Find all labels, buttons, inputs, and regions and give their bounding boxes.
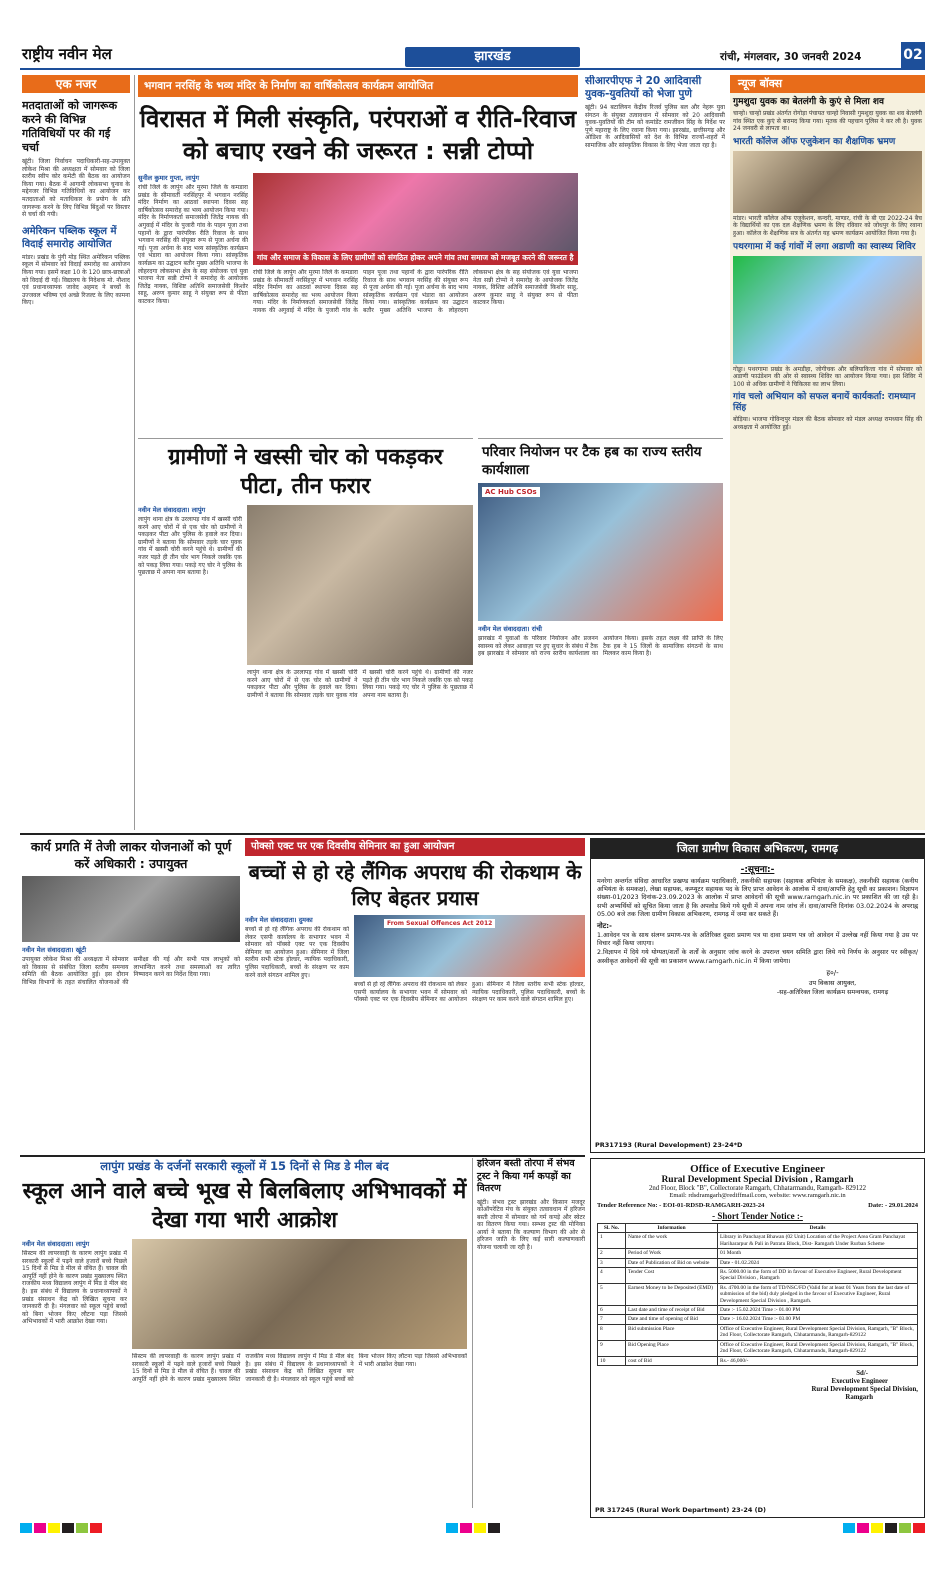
tender-table-cell: 6 [598,1306,626,1315]
seminar-story [245,838,585,1148]
page-number: 02 [901,42,925,68]
crpf-headline: सीआरपीएफ ने 20 आदिवासी युवक-युवतियों को भेजा पुणे [585,75,702,100]
tender-table-cell: Date - 01.02.2024 [718,1258,918,1267]
color-swatches-left [20,1523,102,1533]
tender-table-cell: Date :- 16.02.2024 Time :- 03.00 PM [718,1315,918,1324]
tender-division: Rural Development Special Division , Ramgarh [661,1175,854,1185]
tender-table-cell: Bid Opening Place [626,1340,718,1356]
tender-table-cell: 3 [598,1258,626,1267]
harijan-headline: हरिजन बस्ती तोरपा में संभव ट्रस्ट ने किया गर्म कपड़ों का वितरण [477,1158,575,1194]
section-divider [20,833,925,835]
news-item-title: भारती कॉलेज ऑफ एजुकेशन का शैक्षणिक भ्रमण [733,136,896,147]
dateline: रांची, मंगलवार, 30 जनवरी 2024 [720,51,862,63]
fp-body: झारखंड में युवाओं के परिवार नियोजन और प्रजनन स्वास्थ्य को लेकर आवाज़ा पर हुए सुधार के संबंध में टैक हब झारखंड ने सोमवार को राज्य स्तरीय कार्यशाला का आयोजन किया। इसके तहत लक्ष्य की प्राप्ति के लिए टैक हब ने 15 जिलों के सामाजिक संगठनों के साथ मिलकर काम किया है। [478,635,723,658]
color-swatches-mid [446,1523,500,1533]
mdm-body: सिस्टम की लापरवाही के कारण लापुंग प्रखंड में सरकारी स्कूलों में पढ़ने वाले हजारों बच्चे पिछले 15 दिनों से मिड डे मील से वंचित हैं। चावल की आपूर्ति नहीं होने के कारण प्रखंड मुख्यालय स्थित राजकीय मध्य विद्यालय लापुंग में मिड डे मील बंद है। इस संबंध में विद्यालय के प्रधानाध्यापकों ने प्रखंड संसाधन केंद्र को लिखित सूचना कर जानकारी दी है। मंगलवार को स्कूल पहुंचे बच्चों को बिना भोजन किए लौटना पड़ा जिससे अभिभावकों में भारी आक्रोश देखा गया। [22,1250,127,1326]
notice-note: 2.विज्ञापन में दिये गये योग्यता/शर्तों के शर्तों के अनुसार जांच करने के उपरान्त चयन समिति द्वारा लिये गये निर्णय के अनुसार पर स्वीकृत/अस्वीकृत आवेदनों की सूची का प्रकाशन www.ramgarh.nic.in में किया जायेगा। [597,949,918,965]
notice-title: जिला ग्रामीण विकास अभिकरण, रामगढ़ [591,839,924,859]
lead-byline: सुनील कुमार गुप्ता, लापुंग [138,174,200,182]
color-swatches-right [843,1523,925,1533]
crpf-story [585,75,725,440]
tender-table-cell: Date and time of opening of Bid [626,1315,718,1324]
tender-table-cell: Earnest Money to be Deposited (EMD) [626,1283,718,1305]
tender-table-row [598,1306,918,1315]
tender-sign-place: Ramgarh [845,1393,873,1401]
tender-email: Email: rdsdramgarh@rediffmail.com, website: www.ramgarh.nic.in [669,1192,846,1199]
masthead [20,40,925,70]
tender-table-cell: Library in Panchayat Bhawan (02 Unit) Location of the Project Area Gram Panchayat Harihararpur & Pali in Patratu Block, Dist- Ramgarh Under Rurban Scheme [718,1233,918,1249]
tender-table-cell: Period of Work [626,1249,718,1258]
tender-table-header [598,1224,918,1233]
section-label: झारखंड [405,47,580,67]
news-item-body: बोड़िया। भाजपा गोविन्दपुर मंडल की बैठक सोमवार को मंडल अध्यक्ष रामध्यान सिंह की अध्यक्षता में आयोजित हुई। [733,416,922,431]
lead-photo [253,173,578,265]
news-item-title: गांव चलो अभियान को सफल बनायें कार्यकर्ता: रामध्यान सिंह [733,392,916,414]
brief-title: मतदाताओं को जागरूक करने की विभिन्न गतिविधियों पर की गई चर्चा [22,99,118,154]
news-item-body: चान्हो। चान्हो प्रखंड अंतर्गत रोगाेड़ा पंचायत चान्हो निवासी गुमशुदा युवक का शव बेतलंगी गांव स्थित एक कुएं से बरामद किया गया। मृतक की पहचान पुलिस ने कर ली है। युवक 24 जनवरी से लापता था। [733,110,922,133]
left-column [22,75,130,830]
tender-table-cell: Office of Executive Engineer, Rural Development Special Division, Ramgarh, "B" Block, 2nd Floor, Collectorate Ramgarh, Chhatarmandu, Ramgarh-829122 [718,1324,918,1340]
family-planning-story [478,438,723,830]
news-photo [733,256,922,364]
thief-headline: ग्रामीणों ने खस्सी चोर को पकड़कर पीटा, तीन फरार [168,445,443,499]
tender-col-header: Details [718,1224,918,1233]
thief-photo [247,505,473,665]
seminar-photo-banner: From Sexual Offences Act 2012 [384,919,495,928]
tender-table-row [598,1283,918,1305]
tender-table-cell: 9 [598,1340,626,1356]
tender-date: Date: - 29.01.2024 [868,1202,918,1209]
notice-pr-number: PR317193 (Rural Development) 23-24*D [595,1141,743,1149]
tender-table-cell: Date :- 15.02.2024 Time :- 01.00 PM [718,1306,918,1315]
tender-notice-title: - Short Tender Notice :- [712,1211,803,1221]
dc-photo [22,876,240,942]
news-item-title: पथरगामा में कई गांवों में लगा अडाणी का स्वास्थ्य शिविर [733,241,916,252]
lead-body-continued: रांची जिले के लापुंग और मुरमा जिले के कमडारा प्रखंड के सीमावर्ती नरसिंहपुर में भगवान नरसिंह मंदिर निर्माण का आठवां स्थापना दिवस सह वार्षिकोत्सव समारोह का भव्य आयोजन किया गया। मंदिर के निर्माणकर्ता समाजसेवी जितेंद्र नायक की अगुवाई में मंदिर के पुजारी गांव के पाहन पूजा तथा पहानों के द्वारा पारंपरिक रीति रिवाज के साथ भगवान नरसिंह की संयुक्त रूप से पूजा अर्चना की गई। पूजा अर्चना के बाद भव्य सांस्कृतिक कार्यक्रम एवं भंडारा का आयोजन किया गया। सांस्कृतिक कार्यक्रम का उद्घाटन बतौर मुख्य अतिथि भाजपा के लोहरदगा लोकसभा क्षेत्र के सह संयोजक एवं युवा भाजपा नेता सन्नी टोप्पो ने समारोह के आयोजक जितेंद्र नायक, विशिष्ट अतिथि समाजसेवी किशोर साहू, अरुण कुमार साहू ने संयुक्त रूप से फीता काटकर किया। [253,269,578,314]
thief-story [138,438,473,830]
mdm-kicker: लापुंग प्रखंड के दर्जनों सरकारी स्कूलों में 15 दिनों से मिड डे मील बंद [100,1159,389,1173]
tender-pr-number: PR 317245 (Rural Work Department) 23-24 (D) [595,1506,767,1514]
tender-address: 2nd Floor, Block "B", Collectorate Ramgarh, Chhatarmandu, Ramgarh- 829122 [648,1185,867,1192]
news-photo [733,151,922,213]
tender-table-cell: 10 [598,1356,626,1365]
tender-table-row [598,1268,918,1284]
notice-subtitle: -:सूचना:- [740,865,775,875]
news-box [730,75,925,830]
dc-headline: कार्य प्रगति में तेजी लाकर योजनाओं को पूर्ण करें अधिकारी : उपायुक्त [30,839,232,871]
seminar-byline: नवीन मेल संवाददाता। दुमका [245,916,313,924]
lead-headline: विरासत में मिली संस्कृति, परंपराओं व रीति-रिवाज को बचाए रखने की जरूरत : सन्नी टोप्पो [139,105,577,165]
tender-table-cell: Rs. 4700.00 in the form of TD/NSC/FD (Valid for at least 01 Years from the last date of submission of the bid) duly pledged in the favour of Executive Engineer, Rural Development Special Division , Ramgarh. [718,1283,918,1305]
fp-byline: नवीन मेल संवाददाता। रांची [478,625,542,633]
tender-table-cell: 5 [598,1283,626,1305]
tender-table-row [598,1324,918,1340]
dc-body: उपायुक्त लोकेश मिश्रा की अध्यक्षता में सोमवार को विकास से संबंधित जिला स्तरीय समन्वय समिति की बैठक आयोजित हुई। इस दौरान विभिन्न विभागों के तहत संचालित योजनाओं की समीक्षा की गई और सभी पात्र लाभुकों को लाभान्वित करने तथा समस्याओं का त्वरित निष्पादन करने का निर्देश दिया गया। [22,956,240,986]
crpf-body: खूंटी। 94 बटालियन केंद्रीय रिजर्व पुलिस बल और नेहरू युवा संगठन के संयुक्त तत्वावधान में सोमवार को 20 आदिवासी युवक-युवतियों की टीम को कमांडेंट रामजीवन सिंह के निर्देश पर पुणे महाराष्ट्र के लिए रवाना किया गया। झारखंड, छत्तीसगढ़ और ओडिशा के आदिवासियों को देश के विभिन्न राज्यों-शहरों में सामाजिक और सांस्कृतिक विकास के लिए भेजा जाता रहा है। [585,104,725,149]
column-divider [134,75,135,830]
thief-body: लापुंग थाना क्षेत्र के उरलापड़ गांव में खस्सी चोरी करने आए चोरों में से एक चोर को ग्रामीणों ने पकड़कर पीटा और पुलिस के हवाले कर दिया। ग्रामीणों ने बताया कि सोमवार तड़के चार युवक गांव में खस्सी चोरी करने पहुंचे थे। ग्रामीणों की नजर पड़ते ही तीन चोर भाग निकले जबकि एक को पकड़ लिया गया। पकड़े गए चोर ने पुलिस के पूछताछ में अपना नाम बताया है। [138,516,242,577]
lead-story [138,75,578,430]
tender-sign-division: Rural Development Special Division, [811,1385,918,1393]
seminar-headline: बच्चों से हो रहे लैंगिक अपराध की रोकथाम के लिए बेहतर प्रयास [248,860,582,910]
brief-body: मांडर। प्रखंड के पुंगी मोड़ स्थित अमेरिकन पब्लिक स्कूल में सोमवार को विदाई समारोह का आयोजन किया गया। इसमें कक्षा 10 के 120 छात्र-छात्राओं को विदाई दी गई। विद्यालय के निदेशक मो. नौशाद एवं प्रधानाध्यापक जावेद अहमद ने बच्चों के उज्जवल भविष्य एवं अच्छे रिजल्ट के लिए कामना किए। [22,253,130,307]
notice-signature: ह०/- [826,968,839,977]
tender-table-cell: 2 [598,1249,626,1258]
tender-table-row [598,1258,918,1267]
tender-table-cell: Name of the work [626,1233,718,1249]
seminar-body: बच्चों से हो रहे लैंगिक अपराध की रोकथाम को लेकर एसपी कार्यालय के सभागार भवन में सोमवार को पॉक्सो एक्ट पर एक दिवसीय सेमिनार का आयोजन हुआ। सेमिनार में जिला स्तरीय सभी स्टेक होल्डर, न्यायिक पदाधिकारी, पुलिस पदाधिकारी, बच्चों के संरक्षण पर काम करने वाले संगठन शामिल हुए। [245,926,349,979]
tender-table-cell: Rs.- 46,000/- [718,1356,918,1365]
tender-table-cell: 7 [598,1315,626,1324]
tender-table-cell: Tender Cost [626,1268,718,1284]
dc-byline: नवीन मेल संवाददाता। खूंटी [22,946,87,954]
column-label: एक नजर [22,75,130,93]
lead-photo-caption: गांव और समाज के विकास के लिए ग्रामीणों को संगठित होकर अपने गांव तथा समाज को मजबूत करने की जरूरत है [253,251,578,265]
tender-table-cell: Date of Publication of Bid on website [626,1258,718,1267]
notice-note: 1.आवेदन पत्र के साथ संलग्न प्रमाण-पत्र के अतिरिक्त दूसरा प्रमाण पत्र या दावा प्रमाण पत्र जो आवेदन में उल्लेख नहीं किया गया है उस पर विचार नहीं किया जाएगा। [597,932,918,948]
seminar-body-continued: बच्चों से हो रहे लैंगिक अपराध की रोकथाम को लेकर एसपी कार्यालय के सभागार भवन में सोमवार को पॉक्सो एक्ट पर एक दिवसीय सेमिनार का आयोजन हुआ। सेमिनार में जिला स्तरीय सभी स्टेक होल्डर, न्यायिक पदाधिकारी, पुलिस पदाधिकारी, बच्चों के संरक्षण पर काम करने वाले संगठन शामिल हुए। [354,981,585,1004]
thief-body-continued: लापुंग थाना क्षेत्र के उरलापड़ गांव में खस्सी चोरी करने आए चोरों में से एक चोर को ग्रामीणों ने पकड़कर पीटा और पुलिस के हवाले कर दिया। ग्रामीणों ने बताया कि सोमवार तड़के चार युवक गांव में खस्सी चोरी करने पहुंचे थे। ग्रामीणों की नजर पड़ते ही तीन चोर भाग निकले जबकि एक को पकड़ लिया गया। पकड़े गए चोर ने पुलिस के पूछताछ में अपना नाम बताया है। [247,669,473,699]
tender-office: Office of Executive Engineer [690,1163,825,1175]
tender-table [597,1223,918,1366]
fp-photo [478,483,723,621]
news-box-label: न्यूज बॉक्स [730,75,925,93]
notice-box [590,838,925,1153]
mdm-body-continued: सिस्टम की लापरवाही के कारण लापुंग प्रखंड में सरकारी स्कूलों में पढ़ने वाले हजारों बच्चे पिछले 15 दिनों से मिड डे मील से वंचित हैं। चावल की आपूर्ति नहीं होने के कारण प्रखंड मुख्यालय स्थित राजकीय मध्य विद्यालय लापुंग में मिड डे मील बंद है। इस संबंध में विद्यालय के प्रधानाध्यापकों ने प्रखंड संसाधन केंद्र को लिखित सूचना कर जानकारी दी है। मंगलवार को स्कूल पहुंचे बच्चों को बिना भोजन किए लौटना पड़ा जिससे अभिभावकों में भारी आक्रोश देखा गया। [132,1353,467,1383]
tender-table-cell: Last date and time of receipt of Bid [626,1306,718,1315]
tender-table-row [598,1356,918,1365]
lead-kicker: भगवान नरसिंह के भव्य मंदिर के निर्माण का वार्षिकोत्सव कार्यक्रम आयोजित [138,75,578,97]
tender-table-cell: 4 [598,1268,626,1284]
tender-table-row [598,1249,918,1258]
notice-signatory-title: -सह-अतिरिक्त जिला कार्यक्रम समन्वयक, रामगढ़ [776,988,889,996]
brief-body: खूंटी। जिला निर्वाचन पदाधिकारी-सह-उपायुक्त लोकेश मिश्रा की अध्यक्षता में सोमवार को जिला स्तरीय स्वीप कोर कमेटी की बैठक का आयोजन किया गया। बैठक में आगामी लोकसभा चुनाव के मद्देनजर विभिन्न गतिविधियों का आयोजन कर मतदाताओं को मताधिकार के प्रयोग के प्रति जागरूक करने के लिए विभिन्न बिंदुओं पर विस्तार से चर्चा की गयी। [22,158,130,219]
tender-table-cell: Rs. 5000.00 in the form of DD in favour of Executive Engineer, Rural Development Special Division , Ramgarh [718,1268,918,1284]
mdm-headline: स्कूल आने वाले बच्चे भूख से बिलबिलाए अभिभावकों में देखा गया भारी आक्रोश [22,1179,467,1233]
tender-table-row [598,1233,918,1249]
tender-table-row [598,1340,918,1356]
tender-table-row [598,1315,918,1324]
tender-table-cell: 01 Month [718,1249,918,1258]
tender-box [590,1158,925,1518]
tender-sign: Sd/- [856,1369,868,1377]
harijan-story [472,1158,585,1508]
tender-col-header: Information [626,1224,718,1233]
print-color-strip [20,1522,925,1534]
thief-byline: नवीन मेल संवाददाता। लापुंग [138,506,206,514]
harijan-body: खूंटी। संभव ट्रस्ट झारखंड और किसान मजदूर कोऑपरेटिव मंच के संयुक्त तत्वावधान में हरिजन बस्ती तोरपा में सोमवार को गर्म कपड़े और स्वेटर का वितरण किया गया। सम्भव ट्रस्ट की मोनिका आर्या ने बताया कि कल्याण विभाग की ओर से हरिजन जाति के लिए कई सारी कल्याणकारी योजना चलायी जा रही है। [477,1198,585,1252]
mdm-byline: नवीन मेल संवाददाता। लापुंग [22,1240,90,1248]
news-item-body: गोड्डा। पथरगामा प्रखंड के अमडीहा, जोगीचक और बलियाकित्ता गांव में सोमवार को अडाणी फाउंडेशन की ओर से स्वास्थ्य शिविर का आयोजन किया गया। इस शिविर में 100 से अधिक ग्रामीणों ने चिकित्सा का लाभ लिया। [733,365,922,388]
seminar-photo [354,915,585,977]
tender-table-cell: Bid submission Place [626,1324,718,1340]
fp-photo-banner: AC Hub CSOs [482,487,540,497]
news-item-title: गुमशुदा युवक का बेतलंगी के कुएं से मिला शव [733,97,885,107]
paper-logo: राष्ट्रीय नवीन मेल [22,45,112,63]
notice-signatory: उप विकास आयुक्त, [808,978,857,987]
seminar-kicker: पोक्सो एक्ट पर एक दिवसीय सेमिनार का हुआ आयोजन [245,838,585,856]
mdm-photo [132,1239,467,1349]
tender-table-cell: Office of Executive Engineer, Rural Development Special Division, Ramgarh, "B" Block, 2nd Floor, Collectorate Ramgarh, Chhatarmandu, Ramgarh-829122 [718,1340,918,1356]
dc-story [22,838,240,1148]
fp-headline: परिवार नियोजन पर टैक हब का राज्य स्तरीय कार्यशाला [482,444,702,478]
tender-table-cell: 8 [598,1324,626,1340]
lead-body: रांची जिले के लापुंग और मुरमा जिले के कमडारा प्रखंड के सीमावर्ती नरसिंहपुर में भगवान नरसिंह मंदिर निर्माण का आठवां स्थापना दिवस सह वार्षिकोत्सव समारोह का भव्य आयोजन किया गया। मंदिर के निर्माणकर्ता समाजसेवी जितेंद्र नायक की अगुवाई में मंदिर के पुजारी गांव के पाहन पूजा तथा पहानों के द्वारा पारंपरिक रीति रिवाज के साथ भगवान नरसिंह की संयुक्त रूप से पूजा अर्चना की गई। पूजा अर्चना के बाद भव्य सांस्कृतिक कार्यक्रम एवं भंडारा का आयोजन किया गया। सांस्कृतिक कार्यक्रम का उद्घाटन बतौर मुख्य अतिथि भाजपा के लोहरदगा लोकसभा क्षेत्र के सह संयोजक एवं युवा भाजपा नेता सन्नी टोप्पो ने समारोह के आयोजक जितेंद्र नायक, विशिष्ट अतिथि समाजसेवी किशोर साहू, अरुण कुमार साहू ने संयुक्त रूप से फीता काटकर किया। [138,184,248,305]
brief-title: अमेरिकन पब्लिक स्कूल में विदाई समारोह आयोजित [22,225,117,250]
mdm-story [22,1158,467,1508]
notice-notes-title: नोट:- [597,922,612,931]
section-divider [20,1155,585,1157]
tender-table-cell: 1 [598,1233,626,1249]
notice-body: मनरेगा अन्तर्गत संविदा आधारित प्रखण्ड कार्यक्रम पदाधिकारी, तकनीकी सहायक (सहायक अभियंता के समकक्ष), तकनीकी सहायक (कनीय अभियंता के समकक्ष), लेखा सहायक, कम्प्यूटर सहायक पद के लिए प्राप्त आवेदन के आलोक में दावा/आपत्ति हेतु सूची का प्रकाशन। विज्ञापन संख्या-01/2023 दिनांक-23.09.2023 के आलोक में प्राप्त आवेदनों की सूची www.ramgarh.nic.in पर प्रकाशित की जा रही है। सभी अभ्यर्थियों को सूचित किया जाता है कि अपलोड किये गये सूची में अपना नाम जांच लें। दावा/आपत्ति दिनांक 03.02.2024 के अपराह्न 05.00 बजे तक जिला ग्रामीण विकास अभिकरण, रामगढ़ में जमा कर सकते हैं। [597,878,918,918]
tender-table-cell: cost of Bid [626,1356,718,1365]
news-item-body: मांडर। भारती कॉलेज ऑफ एजुकेशन, कन्दरी, माण्डर, रांची के बी एड 2022-24 बैच के विद्यार्थियों का एक दल शैक्षणिक भ्रमण के लिए रविवार को जोधपुर के लिए रवाना हुआ। कॉलेज के शैक्षणिक सत्र के अंतर्गत यह भ्रमण कार्यक्रम आयोजित किया गया है। [733,214,922,237]
tender-reference: Tender Reference No: - EOI-01-RDSD-RAMGARH-2023-24 [597,1202,765,1209]
tender-sign-title: Executive Engineer [831,1377,888,1385]
tender-col-header: Sl. No. [598,1224,626,1233]
